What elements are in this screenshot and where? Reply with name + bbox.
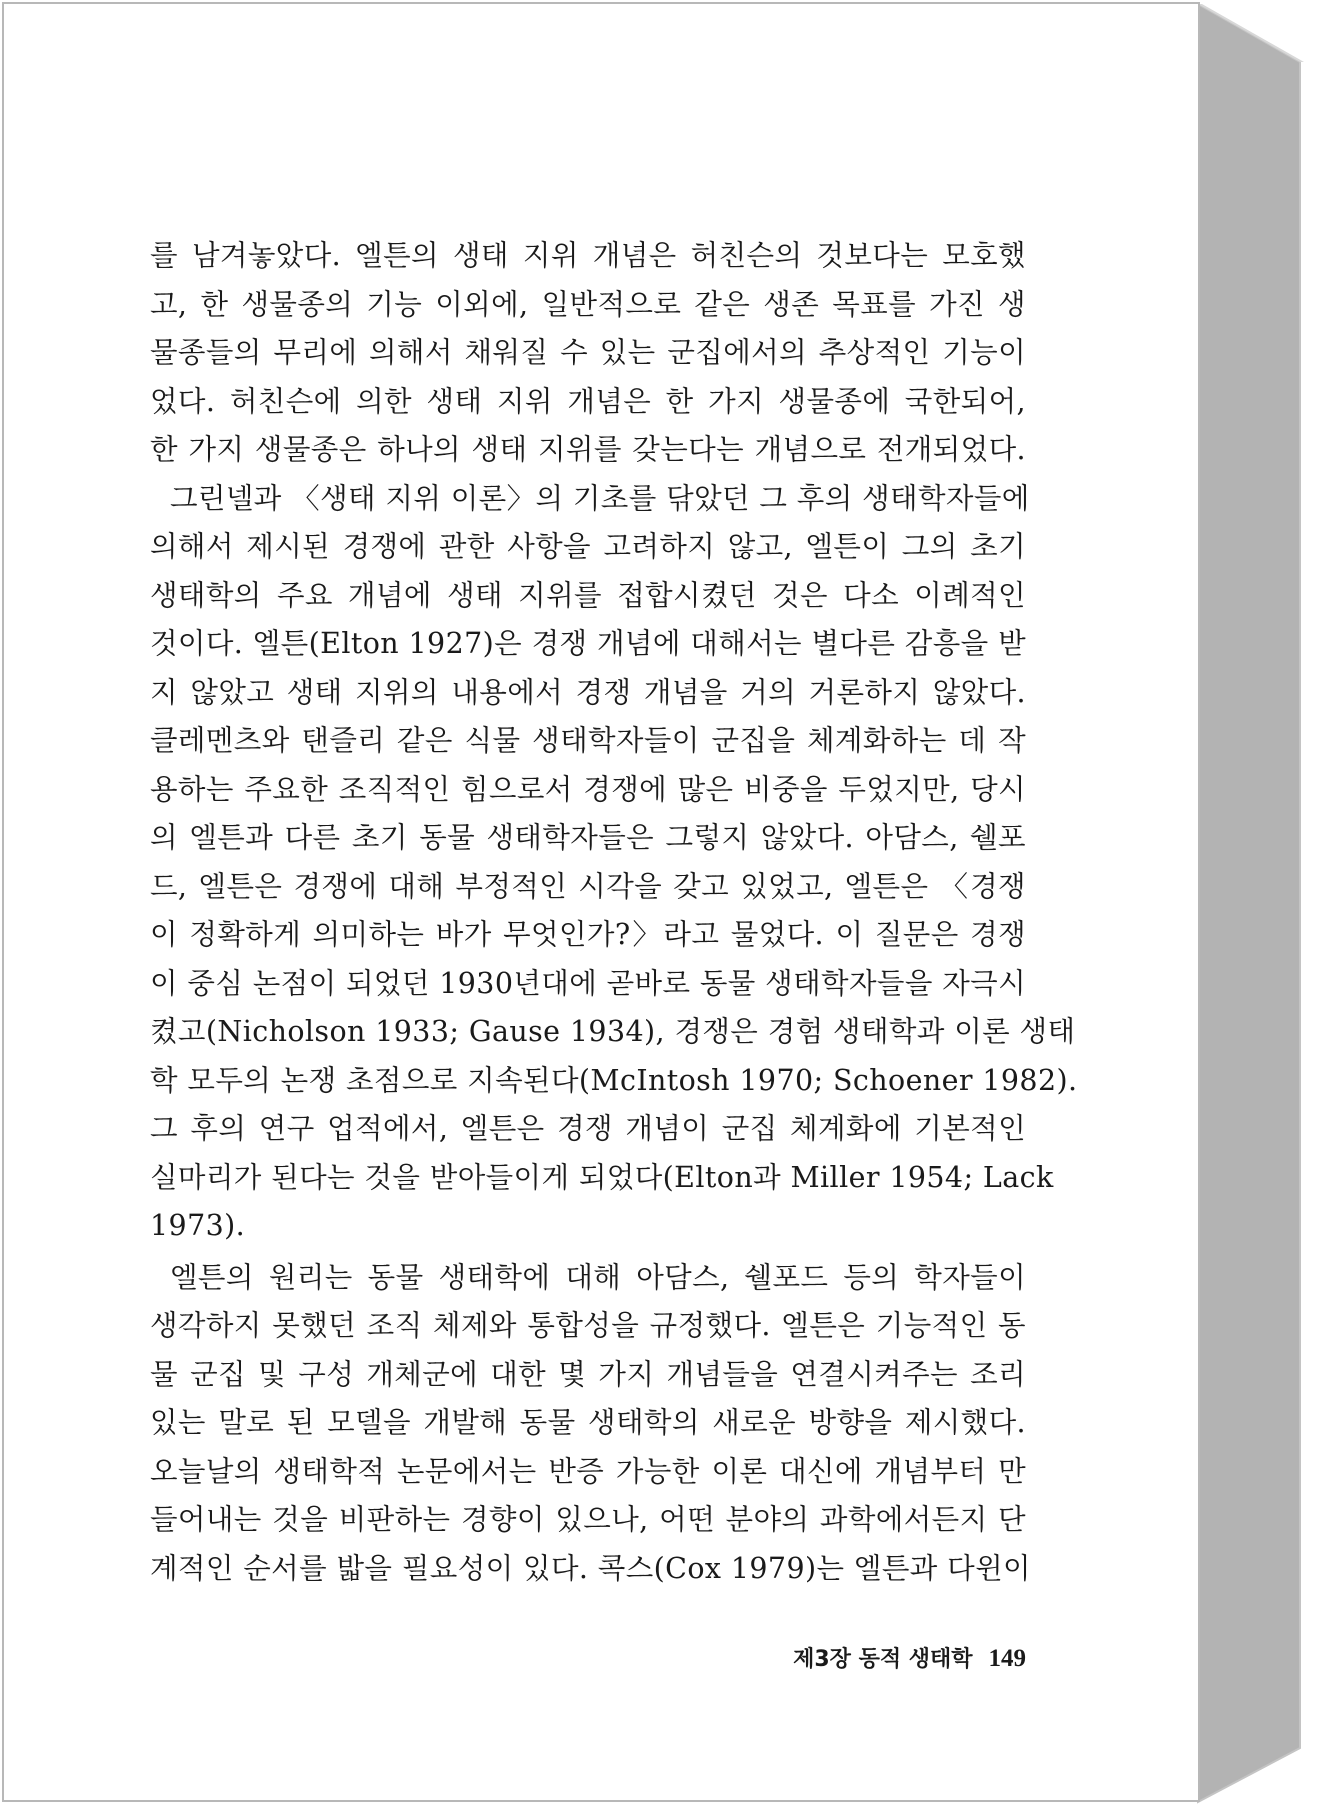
text-line: 오늘날의 생태학적 논문에서는 반증 가능한 이론 대신에 개념부터 만	[150, 1454, 1026, 1488]
text-line: 1973).	[150, 1209, 246, 1242]
text-line: 학 모두의 논쟁 초점으로 지속된다(McIntosh 1970; Schoener 1982).	[150, 1063, 1078, 1097]
text-line: 물 군집 및 구성 개체군에 대한 몇 가지 개념들을 연결시켜주는 조리	[150, 1357, 1026, 1391]
text-line: 것이다. 엘튼(Elton 1927)은 경쟁 개념에 대해서는 별다른 감흥을 받	[150, 627, 1026, 660]
running-footer-chapter-title: 제3장 동적 생태학	[793, 1647, 973, 1672]
text-line: 들어내는 것을 비판하는 경향이 있으나, 어떤 분야의 과학에서든지 단	[150, 1503, 1026, 1536]
text-line: 드, 엘튼은 경쟁에 대해 부정적인 시각을 갖고 있었고, 엘튼은 〈경쟁	[150, 869, 1026, 903]
paragraph-2	[150, 475, 1078, 1251]
text-line: 그린넬과 〈생태 지위 이론〉의 기초를 닦았던 그 후의 생태학자들에	[170, 481, 1030, 515]
text-line: 생각하지 못했던 조직 체제와 통합성을 규정했다. 엘튼은 기능적인 동	[150, 1309, 1026, 1342]
page-number: 149	[988, 1645, 1026, 1672]
text-line: 를 남겨놓았다. 엘튼의 생태 지위 개념은 허친슨의 것보다는 모호했	[150, 239, 1026, 272]
paragraph-3	[150, 1254, 1031, 1594]
text-line: 있는 말로 된 모델을 개발해 동물 생태학의 새로운 방향을 제시했다.	[150, 1406, 1026, 1439]
paragraph-1	[150, 232, 1026, 475]
book-page	[2, 2, 1200, 1802]
text-line: 켰고(Nicholson 1933; Gause 1934), 경쟁은 경험 생태학과 이론 생태	[150, 1015, 1076, 1048]
text-line: 계적인 순서를 밟을 필요성이 있다. 콕스(Cox 1979)는 엘튼과 다윈이	[150, 1551, 1031, 1585]
text-line: 실마리가 된다는 것을 받아들이게 되었다(Elton과 Miller 1954; Lack	[150, 1160, 1054, 1194]
text-line: 물종들의 무리에 의해서 채워질 수 있는 군집에서의 추상적인 기능이	[150, 336, 1026, 369]
text-line: 엘튼의 원리는 동물 생태학에 대해 아담스, 쉘포드 등의 학자들이	[170, 1260, 1026, 1294]
text-line: 생태학의 주요 개념에 생태 지위를 접합시켰던 것은 다소 이례적인	[150, 578, 1026, 612]
text-line: 한 가지 생물종은 하나의 생태 지위를 갖는다는 개념으로 전개되었다.	[150, 433, 1026, 466]
text-line: 고, 한 생물종의 기능 이외에, 일반적으로 같은 생존 목표를 가진 생	[150, 287, 1026, 321]
text-line: 용하는 주요한 조직적인 힘으로서 경쟁에 많은 비중을 두었지만, 당시	[150, 772, 1026, 806]
text-line: 이 중심 논점이 되었던 1930년대에 곧바로 동물 생태학자들을 자극시	[150, 966, 1027, 1000]
body-text	[150, 232, 1078, 1593]
text-line: 클레멘츠와 탠즐리 같은 식물 생태학자들이 군집을 체계화하는 데 작	[150, 724, 1026, 757]
text-line: 지 않았고 생태 지위의 내용에서 경쟁 개념을 거의 거론하지 않았다.	[150, 675, 1026, 709]
text-line: 의해서 제시된 경쟁에 관한 사항을 고려하지 않고, 엘튼이 그의 초기	[150, 530, 1026, 563]
page-footer	[604, 1642, 1026, 1673]
text-line: 었다. 허친슨에 의한 생태 지위 개념은 한 가지 생물종에 국한되어,	[150, 384, 1026, 418]
text-line: 그 후의 연구 업적에서, 엘튼은 경쟁 개념이 군집 체계화에 기본적인	[150, 1112, 1026, 1145]
text-line: 의 엘튼과 다른 초기 동물 생태학자들은 그렇지 않았다. 아담스, 쉘포	[150, 821, 1026, 854]
text-line: 이 정확하게 의미하는 바가 무엇인가?〉라고 물었다. 이 질문은 경쟁	[150, 918, 1026, 951]
